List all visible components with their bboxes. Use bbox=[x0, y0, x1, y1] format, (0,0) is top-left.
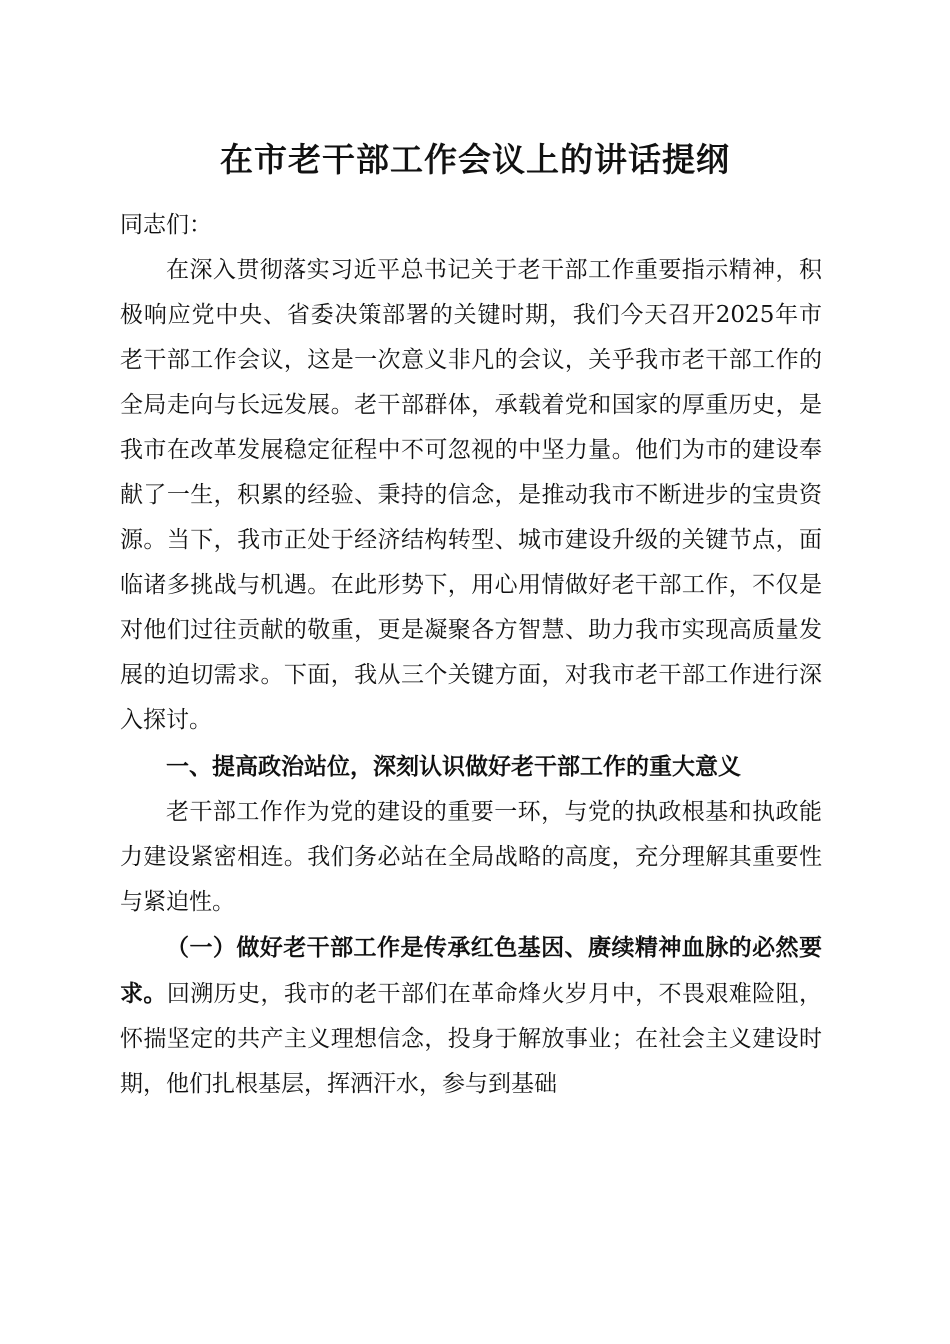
section-1-heading: 一、提高政治站位，深刻认识做好老干部工作的重大意义 bbox=[166, 754, 741, 780]
section-1-paragraph: 老干部工作作为党的建设的重要一环，与党的执政根基和执政能力建设紧密相连。我们务必站在全局战略的高度，充分理解其重要性与紧迫性。 bbox=[120, 799, 822, 915]
subsection-1-paragraph bbox=[120, 925, 822, 1107]
salutation: 同志们： bbox=[120, 212, 212, 238]
subsection-1-body: 回溯历史，我市的老干部们在革命烽火岁月中，不畏艰难险阻，怀揣坚定的共产主义理想信念，投身于解放事业；在社会主义建设时期，他们扎根基层，挥洒汗水，参与到基础 bbox=[120, 981, 823, 1097]
document-body bbox=[120, 203, 822, 1107]
intro-paragraph: 在深入贯彻落实习近平总书记关于老干部工作重要指示精神，积极响应党中央、省委决策部署的关键时期，我们今天召开2025年市老干部工作会议，这是一次意义非凡的会议，关乎我市老干部工作的全局走向与长远发展。老干部群体，承载着党和国家的厚重历史，是我市在改革发展稳定征程中不可忽视的中坚力量。他们为市的建设奉献了一生，积累的经验、秉持的信念，是推动我市不断进步的宝贵资源。当下，我市正处于经济结构转型、城市建设升级的关键节点，面临诸多挑战与机遇。在此形势下，用心用情做好老干部工作，不仅是对他们过往贡献的敬重，更是凝聚各方智慧、助力我市实现高质量发展的迫切需求。下面，我从三个关键方面，对我市老干部工作进行深入探讨。 bbox=[120, 257, 822, 733]
subsection-1-lead: （一）做好老干部工作是传承红色基因、赓续精神血脉的必然要求。 bbox=[120, 934, 822, 1007]
document-title: 在市老干部工作会议上的讲话提纲 bbox=[220, 140, 730, 179]
